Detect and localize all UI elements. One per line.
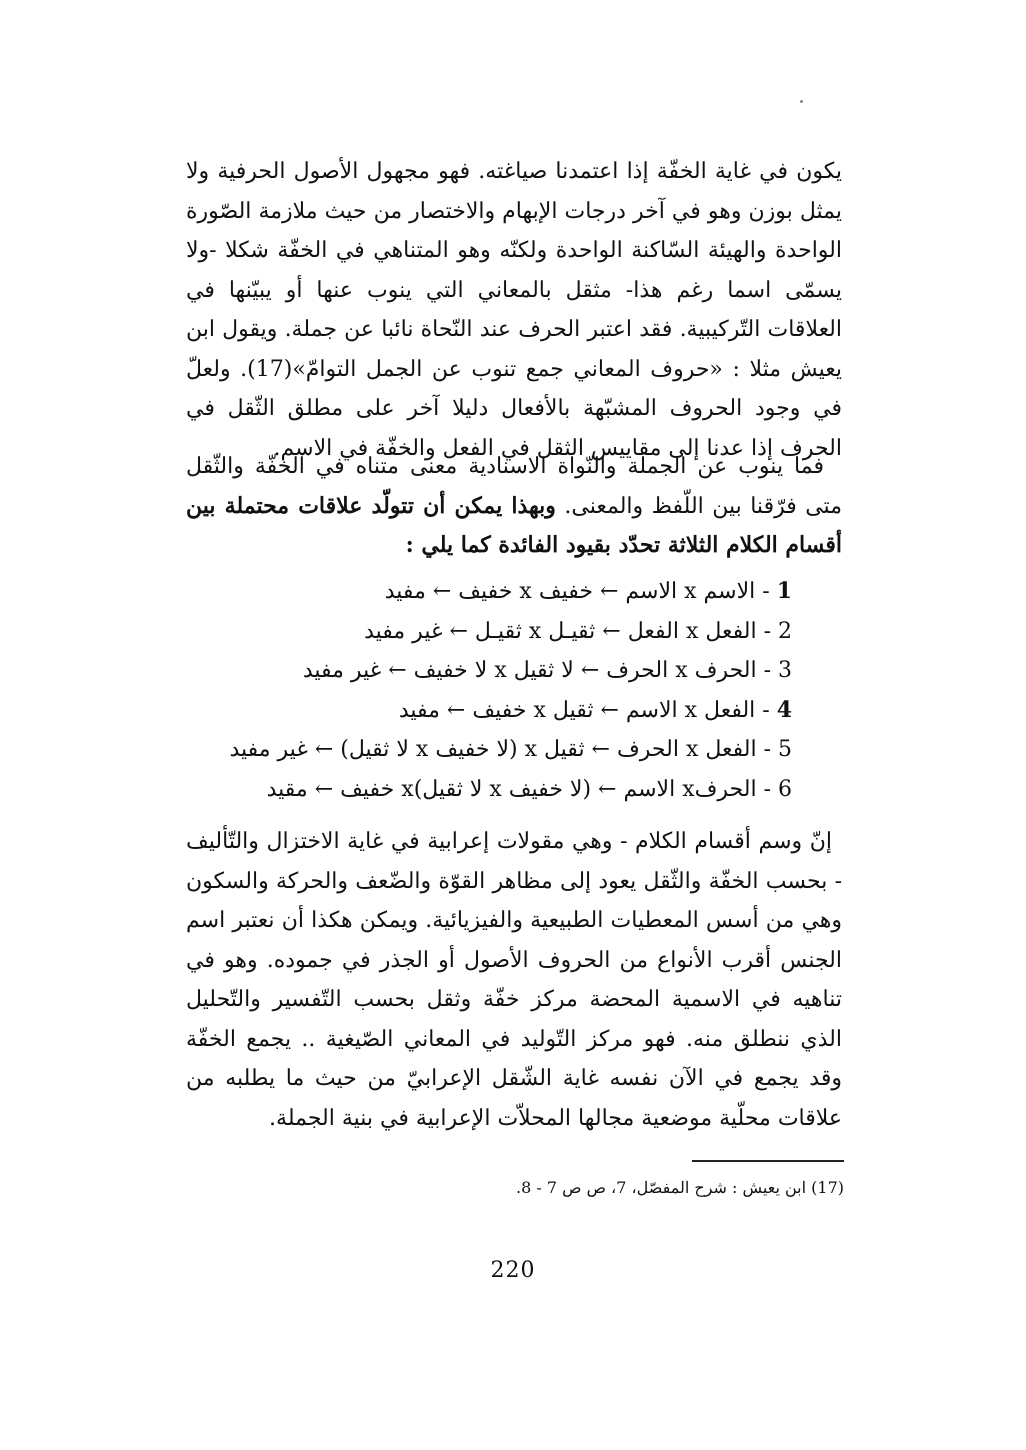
list-item xyxy=(186,572,792,612)
list-item-number: 2 xyxy=(778,618,792,644)
paragraph-1-text: يكون في غاية الخفّة إذا اعتمدنا صياغته. فهو مجهول الأصول الحرفية ولا يمثل بوزن وهو في آخر درجات الإبهام والاختصار من حيث ملازمة الصّورة الواحدة والهيئة السّاكنة الواحدة ولكنّه وهو المتناهي في الخفّة شكلا -ولا يسمّى اسما رغم هذا- مثقل بالمعاني التي ينوب عنها أو يبيّنها في العلاقات التّركيبية. فقد اعتبر الحرف عند النّحاة نائبا عن جملة. ويقول ابن يعيش مثلا : «حروف المعاني جمع تنوب عن الجمل التوامّ»(17). ولعلّ في وجود الحروف المشبّهة بالأفعال دليلا آخر على مطلق الثّقل في الحرف إذا عدنا إلى مقاييس الثقل في الفعل والخفّة في الاسم. xyxy=(186,159,843,461)
list-item-text: - الاسم x الاسم ← خفيف x خفيف ← مفيد xyxy=(384,579,777,604)
paragraph-2-text xyxy=(186,447,842,566)
list-item xyxy=(186,691,792,731)
list-item xyxy=(186,612,792,652)
list-item-number: 5 xyxy=(778,737,792,763)
paragraph-2-bold: وبهذا يمكن أن تتولّد علاقات محتملة بين أقسام الكلام الثلاثة تحدّد بقيود الفائدة كما يلي : xyxy=(186,492,842,558)
paragraph-3 xyxy=(186,822,842,1138)
list-item-text: - الفعل x الاسم ← ثقيل x خفيف ← مفيد xyxy=(398,697,777,723)
scan-speck xyxy=(800,100,803,103)
footnote: (17) ابن يعيش : شرح المفصّل، 7، ص ص 7 - 8. xyxy=(516,1178,844,1197)
list-item-number: 6 xyxy=(778,776,792,802)
list-item-number: 3 xyxy=(778,658,792,684)
paragraph-3-text: إنّ وسم أقسام الكلام - وهي مقولات إعرابية في غاية الاختزال والتّأليف - بحسب الخفّة والثّقل يعود إلى مظاهر القوّة والضّعف والحركة والسكون وهي من أسس المعطيات الطبيعية والفيزيائية. ويمكن هكذا أن نعتبر اسم الجنس أقرب الأنواع من الحروف الأصول أو الجذر في جموده. وهو في تناهيه في الاسمية المحضة مركز خفّة وثقل بحسب التّفسير والتّحليل الذي ننطلق منه. فهو مركز التّوليد في المعاني الصّيغية .. يجمع الخفّة وقد يجمع في الآن نفسه غاية الشّقل الإعرابيّ من حيث ما يطلبه من علاقات محلّية موضعية مجالها المحلاّت الإعرابية في بنية الجملة. xyxy=(186,829,843,1131)
relations-list xyxy=(186,572,792,810)
paragraph-2 xyxy=(186,447,842,566)
list-item-text: - الحرفx الاسم ← (لا خفيف x لا ثقيل)x خفيف ← مقيد xyxy=(266,776,778,802)
list-item-number: 4 xyxy=(776,696,792,723)
list-item-text: - الفعل x الحرف ← ثقيل x (لا خفيف x لا ثقيل) ← غير مفيد xyxy=(229,737,778,763)
paragraph-2-regular: فما ينوب عن الجملة والنّواة الاسنادية معنى متناه في الخفّة والثّقل متى فرّقنا بين اللّفظ والمعنى. xyxy=(186,454,842,519)
list-item xyxy=(186,651,792,691)
list-item xyxy=(186,730,792,770)
list-item-number: 1 xyxy=(776,578,792,604)
list-item-text: - الحرف x الحرف ← لا ثقيل x لا خفيف ← غير مفيد xyxy=(302,658,778,684)
list-item-text: - الفعل x الفعل ← ثقيـل x ثقيـل ← غير مفيد xyxy=(364,618,778,644)
page-number: 220 xyxy=(490,1258,536,1283)
paragraph-1 xyxy=(186,152,842,468)
footnote-divider xyxy=(692,1160,844,1162)
list-item xyxy=(186,770,792,810)
